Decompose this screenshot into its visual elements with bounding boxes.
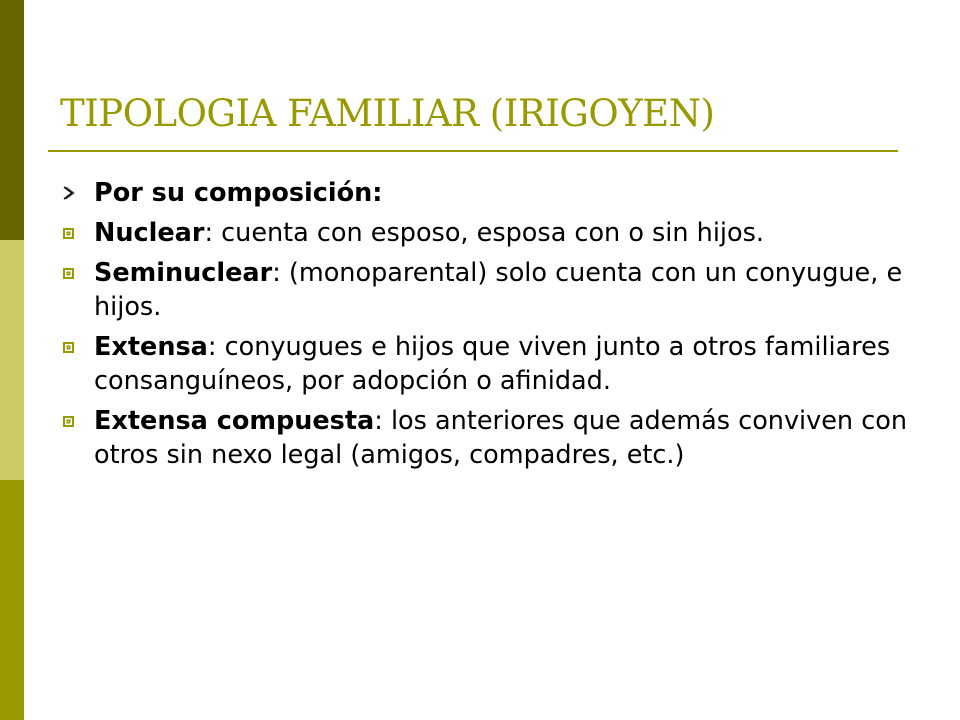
item-text: : los anteriores que además conviven con otros sin nexo legal (amigos, compadres, etc.) — [94, 406, 907, 470]
arrow-right-icon — [58, 176, 78, 210]
item-text: : cuenta con esposo, esposa con o sin hijos. — [204, 218, 764, 248]
bullet-list — [58, 176, 918, 478]
side-bar-top-segment — [0, 0, 24, 240]
list-item — [58, 256, 918, 324]
side-bar-middle-segment — [0, 240, 24, 480]
square-bullet-icon — [58, 256, 78, 290]
square-bullet-icon — [58, 330, 78, 364]
side-bar-bottom-segment — [0, 480, 24, 720]
side-decoration-bar — [0, 0, 24, 720]
square-bullet-icon — [58, 216, 78, 250]
intro-text: Por su composición: — [94, 178, 383, 208]
title-underline — [48, 150, 898, 152]
list-item-intro — [58, 176, 918, 210]
square-bullet-icon — [58, 404, 78, 438]
list-item — [58, 404, 918, 472]
item-term: Nuclear — [94, 218, 205, 248]
item-term: Extensa — [94, 332, 208, 362]
item-text: : conyugues e hijos que viven junto a otros familiares consanguíneos, por adopción o afinidad. — [94, 332, 891, 396]
list-item — [58, 216, 918, 250]
slide-title: TIPOLOGIA FAMILIAR (IRIGOYEN) — [60, 92, 715, 135]
item-text: : (monoparental) solo cuenta con un conyugue, e hijos. — [94, 258, 903, 322]
item-term: Seminuclear — [94, 258, 273, 288]
item-term: Extensa compuesta — [94, 406, 375, 436]
list-item — [58, 330, 918, 398]
